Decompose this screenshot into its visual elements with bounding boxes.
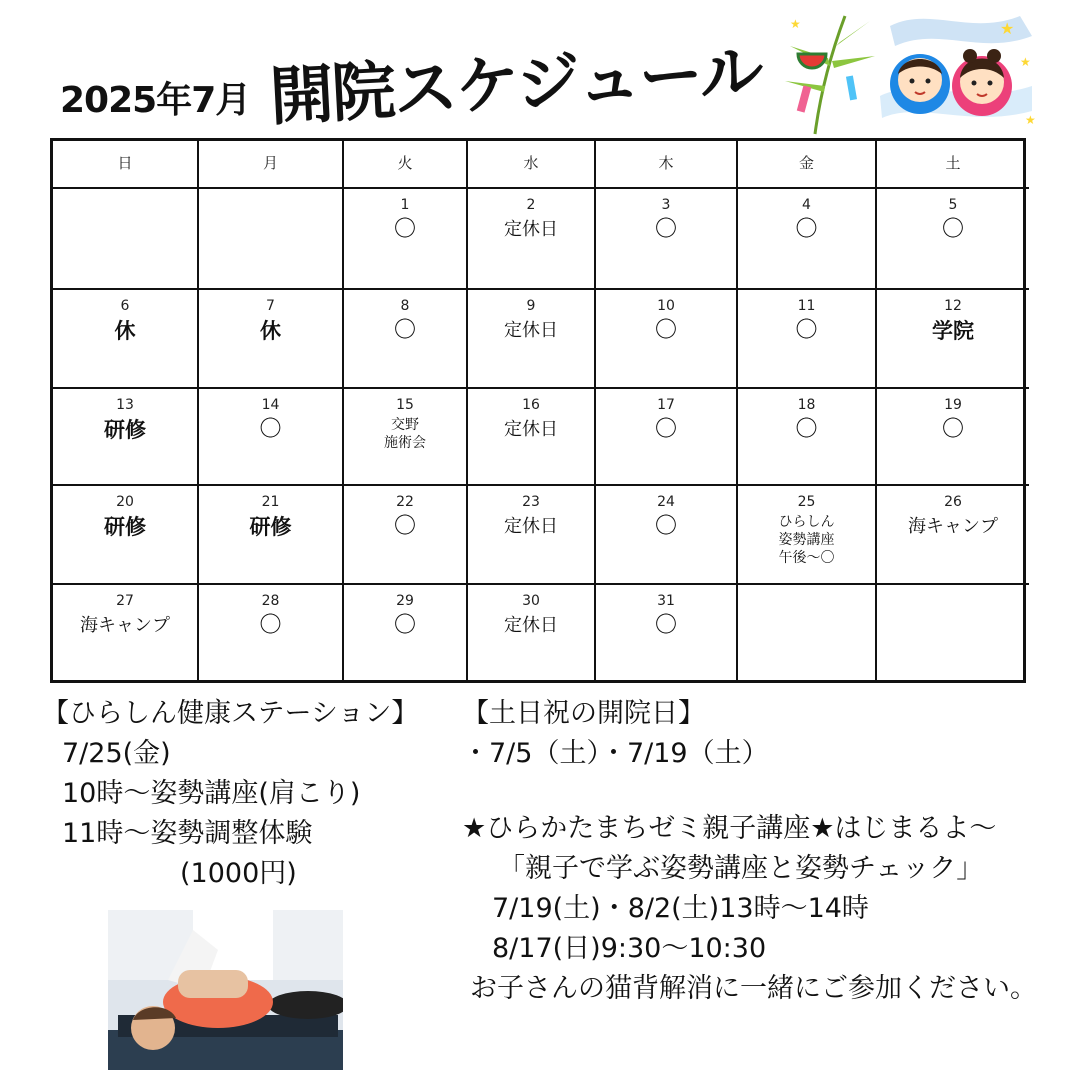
day-status: ひらしん 姿勢講座 午後〜〇 [778,514,835,566]
day-number: 24 [657,494,675,510]
calendar-day-cell [53,290,199,389]
seminar-subtitle: 「親子で学ぶ姿勢講座と姿勢チェック」 [498,853,984,884]
day-number: 26 [944,494,962,510]
weekday-header: 木 [596,141,738,189]
day-status: 定休日 [504,219,558,240]
day-number: 19 [944,397,962,413]
weekday-header: 火 [344,141,468,189]
info-section [462,694,1072,1009]
calendar-day-cell [468,585,596,680]
calendar-day-cell [199,290,344,389]
seminar-schedule-2: 8/17(日)9:30〜10:30 [492,933,767,964]
day-number: 30 [522,593,540,609]
calendar-day-cell [877,290,1029,389]
day-status: 〇 [941,417,964,442]
weekend-open-title: 【土日祝の開院日】 [462,698,705,729]
day-number: 22 [396,494,414,510]
header [0,0,1080,138]
calendar-day-cell [344,290,468,389]
svg-text:★: ★ [1020,55,1031,69]
calendar-day-cell [877,486,1029,585]
calendar-day-cell [738,290,877,389]
calendar-grid [50,138,1026,683]
health-station-title: 【ひらしん健康ステーション】 [42,698,419,729]
calendar-day-cell [738,389,877,486]
day-number: 28 [261,593,280,609]
health-station-section [42,694,462,894]
health-station-date: 7/25(金) [62,738,171,769]
weekday-header: 水 [468,141,596,189]
day-number: 17 [657,397,675,413]
day-number: 23 [522,494,540,510]
calendar-day-cell [199,486,344,585]
day-status: 〇 [941,217,964,242]
posture-treatment-photo [108,910,343,1070]
day-number: 27 [116,593,134,609]
svg-text:★: ★ [1000,19,1015,38]
day-number: 29 [396,593,414,609]
tanabata-orihime-hikoboshi-icon [770,6,1040,136]
day-number: 11 [797,298,816,314]
day-number: 18 [797,397,816,413]
day-status: 〇 [654,217,677,242]
health-station-line1: 10時〜姿勢講座(肩こり) [62,778,361,809]
calendar-day-cell [344,389,468,486]
day-status: 〇 [393,217,416,242]
year-month: 2025年7月 [60,80,251,121]
day-number: 5 [948,197,958,213]
seminar-schedule-1: 7/19(土)・8/2(土)13時〜14時 [492,893,869,924]
day-number: 13 [116,397,134,413]
day-status: 学院 [932,319,974,343]
day-status: 〇 [393,613,416,638]
day-number: 2 [526,197,536,213]
day-number: 12 [944,298,962,314]
day-status: 海キャンプ [908,516,998,537]
calendar-day-cell [53,486,199,585]
day-status: 定休日 [504,516,558,537]
calendar-day-cell [596,486,738,585]
calendar-day-cell [53,585,199,680]
calendar-day-cell [199,389,344,486]
svg-text:★: ★ [790,17,801,31]
calendar-day-cell [199,189,344,290]
calendar-day-cell [468,290,596,389]
page-title: 開院スケジュール [267,35,764,136]
day-number: 6 [120,298,130,314]
day-status: 〇 [795,318,818,343]
calendar-day-cell [344,585,468,680]
calendar-day-cell [53,189,199,290]
svg-text:★: ★ [1025,113,1036,127]
calendar-day-cell [596,290,738,389]
day-number: 4 [802,197,811,213]
day-status: 研修 [249,515,292,539]
day-status: 定休日 [504,419,558,440]
day-status: 定休日 [504,320,558,341]
calendar-day-cell [738,486,877,585]
day-number: 20 [116,494,134,510]
weekday-header: 金 [738,141,877,189]
calendar-day-cell [344,486,468,585]
calendar-day-cell [596,189,738,290]
seminar-invite: お子さんの猫背解消に一緒にご参加ください。 [470,973,1037,1004]
day-status: 休 [260,319,281,343]
day-number: 16 [522,397,540,413]
calendar-day-cell [468,189,596,290]
day-status: 〇 [259,417,282,442]
day-number: 9 [526,298,536,314]
calendar-day-cell [468,389,596,486]
weekday-header: 土 [877,141,1029,189]
calendar-day-cell [596,585,738,680]
calendar-day-cell [877,585,1029,680]
day-status: 〇 [393,514,416,539]
day-number: 14 [261,397,280,413]
weekday-header: 月 [199,141,344,189]
day-status: 交野 施術会 [384,417,426,451]
calendar-day-cell [877,189,1029,290]
day-status: 〇 [654,417,677,442]
calendar-day-cell [199,585,344,680]
day-status: 〇 [654,514,677,539]
weekend-open-dates: ・7/5（土）・7/19（土） [462,738,769,769]
calendar-day-cell [877,389,1029,486]
day-status: 海キャンプ [80,615,170,636]
seminar-headline: ★ひらかたまちゼミ親子講座★はじまるよ〜 [462,813,997,844]
day-status: 研修 [104,515,146,539]
day-number: 8 [400,298,410,314]
day-number: 10 [657,298,675,314]
day-status: 〇 [654,318,677,343]
day-status: 〇 [795,217,818,242]
day-number: 7 [266,298,275,314]
day-number: 1 [400,197,410,213]
calendar-day-cell [468,486,596,585]
day-number: 15 [396,397,414,413]
day-status: 〇 [393,318,416,343]
day-status: 研修 [104,418,146,442]
day-number: 21 [261,494,280,510]
calendar-day-cell [596,389,738,486]
calendar-day-cell [53,389,199,486]
weekday-header: 日 [53,141,199,189]
day-status: 〇 [654,613,677,638]
day-number: 25 [797,494,816,510]
health-station-price: (1000円) [180,858,297,889]
day-number: 31 [657,593,675,609]
day-number: 3 [661,197,671,213]
day-status: 定休日 [504,615,558,636]
day-status: 〇 [259,613,282,638]
health-station-line2: 11時〜姿勢調整体験 [62,818,313,849]
day-status: 休 [114,319,136,343]
calendar-day-cell [738,189,877,290]
calendar-day-cell [344,189,468,290]
calendar-day-cell [738,585,877,680]
day-status: 〇 [795,417,818,442]
